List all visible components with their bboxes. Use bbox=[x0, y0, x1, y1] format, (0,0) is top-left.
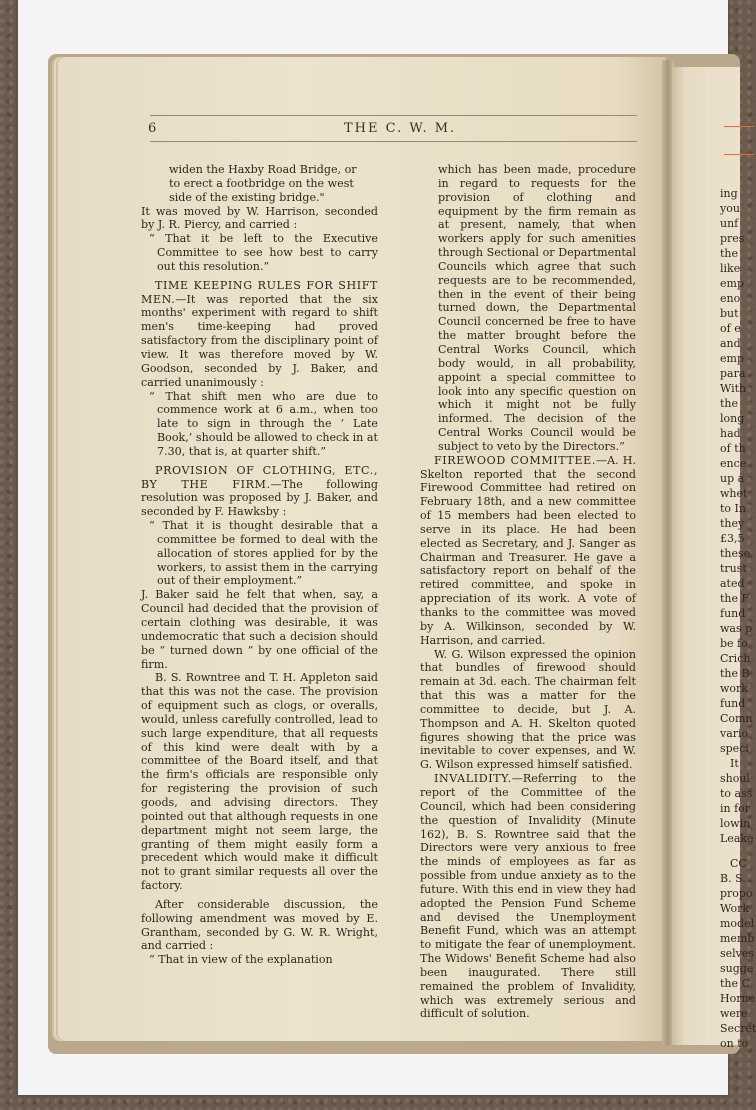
facing-line-fragment: CC bbox=[730, 857, 747, 870]
paragraph: widen the Haxby Road Bridge, or bbox=[169, 163, 357, 176]
paragraph: side of the existing bridge." bbox=[169, 190, 325, 204]
facing-line-fragment: they bbox=[720, 517, 745, 530]
facing-line-fragment: memb bbox=[720, 932, 755, 945]
section-title: INVALIDITY. bbox=[434, 772, 512, 786]
section-body: —Referring to the report of the Committee of the Council, which had been considering the question of Invalidity (Minute 162), B. S. Rowntree said that the Directors were very anxious to free the minds of employees as far as possible from undue anxiety as to the future. With this end in view they had adopted the Pension Fund Scheme and devised the Unemployment Benefit Fund, which was an attempt to mitigate the fear of unemployment. The Widows' Benefit Scheme had also been inaugurated. There still remained the problem of Invalidity, which was extremely serious and difficult of solution. bbox=[420, 772, 636, 1021]
paragraph: It was moved by W. Harrison, seconded by J. R. Piercy, and carried : bbox=[141, 204, 378, 232]
facing-line-fragment: eno bbox=[720, 292, 741, 305]
facing-line-fragment: lowin bbox=[720, 817, 751, 830]
facing-page-text bbox=[720, 186, 756, 1051]
section-body: —The following resolution was proposed by J. Baker, and seconded by F. Hawksby : bbox=[141, 477, 378, 519]
facing-line-fragment: be fo bbox=[720, 637, 748, 650]
facing-line-fragment: ence bbox=[720, 457, 747, 470]
facing-line-fragment: vario bbox=[720, 727, 749, 740]
facing-line-fragment: these bbox=[720, 547, 751, 560]
section-heading bbox=[141, 279, 378, 390]
facing-line-fragment: had bbox=[720, 427, 741, 440]
facing-line-fragment: were bbox=[720, 1007, 748, 1020]
facing-line-fragment: Crich bbox=[720, 652, 751, 665]
facing-line-fragment: B. S. bbox=[720, 872, 746, 885]
facing-header-rule-top bbox=[724, 126, 754, 127]
facing-line-fragment: pres bbox=[720, 232, 745, 245]
facing-line-fragment: Work bbox=[720, 902, 750, 915]
section-heading bbox=[420, 454, 636, 648]
facing-line-fragment: and bbox=[720, 337, 741, 350]
resolution-quote: “ That it is thought desirable that a committee be formed to deal with the allocation of stores applied for by the workers, to assist them in the carrying out of their employment.” bbox=[149, 519, 378, 588]
page-number: 6 bbox=[148, 121, 157, 136]
header-rule-top bbox=[150, 115, 637, 116]
facing-line-fragment: Leake bbox=[720, 832, 754, 845]
facing-header-rule-bottom bbox=[724, 154, 754, 155]
resolution-quote: “ That shift men who are due to commence work at 6 a.m., when too late to sign in through the ‘ Late Book,’ should be allowed to check in at 7.30, that is, at quarter shift.” bbox=[149, 389, 378, 458]
facing-line-fragment: the bbox=[720, 247, 739, 260]
facing-line-fragment: but bbox=[720, 307, 739, 320]
paragraph: which has been made, procedure in regard to requests for the provision of clothing and equipment by the firm remain as at present, namely, that when workers apply for such amenities through Sectional or Departmental Councils which agree that such requests are to be recommended, then in the event of their being turned down, the Departmental Council concerned be free to have the matter brought before the Central Works Council, which body would, in all probability, appoint a special committee to look into any specific question on which it might not be fully informed. The decision of the Central Works Council would be subject to veto by the Directors.” bbox=[438, 163, 636, 453]
facing-line-fragment: It bbox=[730, 757, 739, 770]
resolution-quote: “ That in view of the explanation bbox=[149, 953, 333, 967]
facing-line-fragment: to ass bbox=[720, 787, 753, 800]
facing-line-fragment: emp bbox=[720, 352, 744, 365]
facing-line-fragment: fund bbox=[720, 697, 746, 710]
facing-line-fragment: emp bbox=[720, 277, 744, 290]
facing-line-fragment: trust bbox=[720, 562, 747, 575]
facing-line-fragment: of e bbox=[720, 322, 741, 335]
facing-line-fragment: the F bbox=[720, 592, 750, 605]
facing-line-fragment: para bbox=[720, 367, 746, 380]
facing-line-fragment: was p bbox=[720, 622, 753, 635]
facing-line-fragment: shoul bbox=[720, 772, 750, 785]
section-heading bbox=[420, 772, 636, 1021]
section-body: —It was reported that the six months' experiment with regard to shift men's time-keeping had proved satisfactory from the disciplinary point of view. It was therefore moved by W. Goodson, seconded by J. Baker, and carried unanimously : bbox=[141, 292, 378, 389]
section-heading bbox=[141, 464, 378, 519]
facing-line-fragment: the C bbox=[720, 977, 750, 990]
paragraph: After considerable discussion, the following amendment was moved by E. Grantham, seconded by G. W. R. Wright, and carried : bbox=[141, 897, 378, 953]
facing-line-fragment: like bbox=[720, 262, 741, 275]
header-rule-bottom bbox=[150, 141, 637, 142]
facing-line-fragment: whet bbox=[720, 487, 748, 500]
facing-line-fragment: Horne bbox=[720, 992, 756, 1005]
facing-line-fragment: ing bbox=[720, 187, 738, 200]
facing-line-fragment: you bbox=[720, 202, 740, 215]
facing-line-fragment: unf bbox=[720, 217, 739, 230]
facing-line-fragment: fund bbox=[720, 607, 746, 620]
left-text-column bbox=[141, 163, 378, 967]
paragraph: B. S. Rowntree and T. H. Appleton said that this was not the case. The provision of equipment such as clogs, or overalls, would, unless carefully controlled, lead to such large expenditure, that all requests of this kind were dealt with by a committee of the Board itself, and that the firm's officials are responsible only for registering the provision of such goods, and advising directors. They pointed out that although requests in one department might not seem large, the granting of them might easily form a precedent which would make it difficult not to grant similar requests all over the factory. bbox=[141, 671, 378, 893]
facing-line-fragment: sugge bbox=[720, 962, 754, 975]
right-text-column bbox=[420, 163, 636, 1021]
facing-line-fragment: to In bbox=[720, 502, 746, 515]
facing-line-fragment: on to bbox=[720, 1037, 749, 1050]
facing-line-fragment: Comn bbox=[720, 712, 753, 725]
facing-line-fragment: long bbox=[720, 412, 745, 425]
facing-line-fragment: propo bbox=[720, 887, 753, 900]
facing-line-fragment: selves bbox=[720, 947, 755, 960]
facing-line-fragment: speci bbox=[720, 742, 749, 755]
section-body: —A. H. Skelton reported that the second Firewood Committee had retired on February 18th, and a new committee of 15 members had been elected to serve in its place. He had been elected as Secretary, and J. Sanger as Chairman and Treasurer. He gave a satisfactory report on behalf of the retired committee, and spoke in appreciation of its work. A vote of thanks to the committee was moved by A. Wilkinson, seconded by W. Harrison, and carried. bbox=[420, 453, 636, 647]
section-title: TIME KEEPING RULES FOR SHIFT MEN. bbox=[141, 278, 378, 306]
facing-line-fragment: the B bbox=[720, 667, 750, 680]
facing-line-fragment: work bbox=[720, 682, 748, 695]
facing-line-fragment: up a bbox=[720, 472, 745, 485]
paragraph: W. G. Wilson expressed the opinion that bundles of firewood should remain at 3d. each. The chairman felt that this was a matter for the committee to decide, but J. A. Thompson and A. H. Skelton quoted figures showing that the price was inevitable to cover expenses, and W. G. Wilson expressed himself satisfied. bbox=[420, 647, 636, 772]
resolution-quote: “ That it be left to the Executive Committee to see how best to carry out this resolution.” bbox=[149, 232, 378, 273]
facing-line-fragment: With bbox=[720, 382, 747, 395]
facing-line-fragment: ated bbox=[720, 577, 745, 590]
facing-line-fragment: of th bbox=[720, 442, 746, 455]
facing-line-fragment: the bbox=[720, 397, 739, 410]
section-title: FIREWOOD COMMITTEE. bbox=[434, 453, 596, 467]
paragraph: J. Baker said he felt that when, say, a Council had decided that the provision of certain clothing was desirable, it was undemocratic that such a decision should be “ turned down ” by one official of the firm. bbox=[141, 588, 378, 671]
facing-line-fragment: in for bbox=[720, 802, 751, 815]
section-title: PROVISION OF CLOTHING, ETC., BY THE FIRM. bbox=[141, 463, 378, 491]
facing-line-fragment: model bbox=[720, 917, 755, 930]
facing-line-fragment: Secret bbox=[720, 1022, 756, 1035]
paragraph: to erect a footbridge on the west bbox=[169, 176, 354, 190]
running-title: THE C. W. M. bbox=[344, 121, 457, 136]
facing-line-fragment: £3,5 bbox=[720, 532, 745, 545]
